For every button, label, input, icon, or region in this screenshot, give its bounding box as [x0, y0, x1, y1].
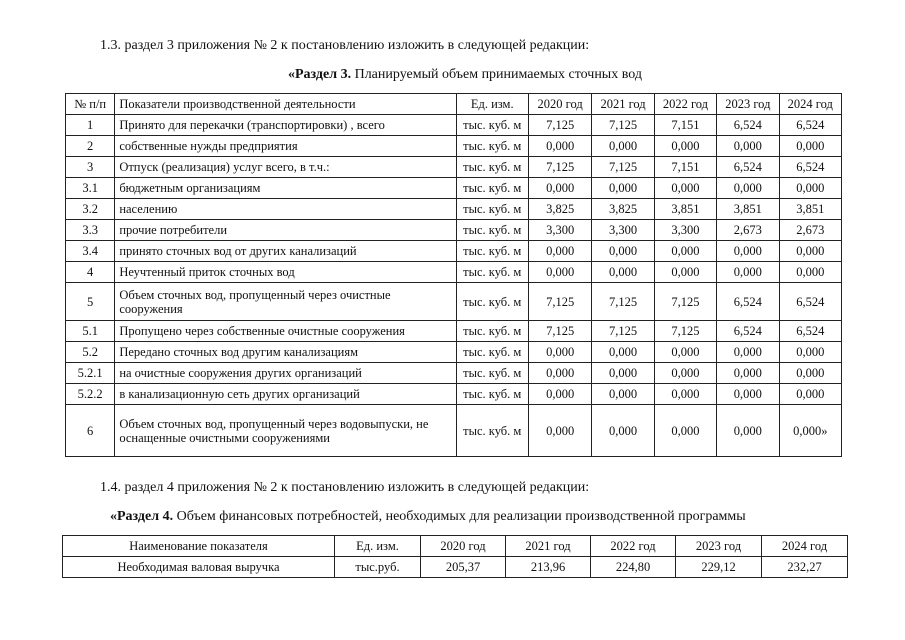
section-3-table-row: [66, 384, 842, 405]
unit: тыс. куб. м: [456, 384, 528, 405]
section-4-header-cell: 2022 год: [591, 536, 676, 557]
value-cell: 0,000: [528, 262, 591, 283]
row-number: 4: [66, 262, 115, 283]
section-3-table-row: [66, 262, 842, 283]
paragraph-1-3: 1.3. раздел 3 приложения № 2 к постановлению изложить в следующей редакции:: [100, 38, 590, 53]
unit: тыс. куб. м: [456, 363, 528, 384]
unit: тыс. куб. м: [456, 342, 528, 363]
indicator-name: населению: [115, 199, 456, 220]
value-cell: 7,125: [592, 157, 654, 178]
unit: тыс.руб.: [335, 557, 421, 578]
value-cell: 0,000: [528, 405, 591, 457]
unit: тыс. куб. м: [456, 157, 528, 178]
indicator-name: прочие потребители: [115, 220, 456, 241]
section-3-header-cell: Показатели производственной деятельности: [115, 94, 456, 115]
value-cell: 0,000: [654, 342, 716, 363]
value-cell: 3,851: [717, 199, 779, 220]
value-cell: 205,37: [421, 557, 506, 578]
section-3-table-row: [66, 157, 842, 178]
section-3-table-row: [66, 178, 842, 199]
value-cell: 0,000: [717, 405, 779, 457]
value-cell: 7,151: [654, 157, 716, 178]
section-4-header-cell: Ед. изм.: [335, 536, 421, 557]
value-cell: 0,000: [592, 241, 654, 262]
section-3-header-cell: 2024 год: [779, 94, 841, 115]
unit: тыс. куб. м: [456, 178, 528, 199]
indicator-name: Передано сточных вод другим канализациям: [115, 342, 456, 363]
section-4-title-text: Объем финансовых потребностей, необходимых для реализации производственной программы: [173, 509, 746, 524]
value-cell: 6,524: [717, 283, 779, 321]
value-cell: 0,000: [717, 241, 779, 262]
value-cell: 0,000»: [779, 405, 841, 457]
indicator-name: в канализационную сеть других организаций: [115, 384, 456, 405]
section-3-header-cell: № п/п: [66, 94, 115, 115]
value-cell: 7,125: [654, 283, 716, 321]
value-cell: 0,000: [528, 342, 591, 363]
value-cell: 0,000: [528, 178, 591, 199]
value-cell: 6,524: [779, 157, 841, 178]
value-cell: 0,000: [779, 241, 841, 262]
value-cell: 0,000: [717, 262, 779, 283]
indicator-name: Принято для перекачки (транспортировки) , всего: [115, 115, 456, 136]
unit: тыс. куб. м: [456, 283, 528, 321]
value-cell: 3,851: [654, 199, 716, 220]
value-cell: 6,524: [717, 321, 779, 342]
row-number: 3: [66, 157, 115, 178]
value-cell: 0,000: [528, 384, 591, 405]
section-3-table-row: [66, 136, 842, 157]
indicator-name: на очистные сооружения других организаций: [115, 363, 456, 384]
indicator-name: бюджетным организациям: [115, 178, 456, 199]
unit: тыс. куб. м: [456, 199, 528, 220]
value-cell: 0,000: [654, 405, 716, 457]
row-number: 5.2.1: [66, 363, 115, 384]
value-cell: 3,825: [592, 199, 654, 220]
value-cell: 0,000: [779, 262, 841, 283]
value-cell: 7,125: [654, 321, 716, 342]
section-4-header-cell: 2020 год: [421, 536, 506, 557]
section-3-header-row: [66, 94, 842, 115]
section-4-table-row: [63, 557, 848, 578]
value-cell: 0,000: [717, 178, 779, 199]
row-number: 6: [66, 405, 115, 457]
value-cell: 0,000: [592, 384, 654, 405]
section-3-table-row: [66, 115, 842, 136]
value-cell: 3,300: [654, 220, 716, 241]
value-cell: 0,000: [717, 342, 779, 363]
section-4-table: [62, 535, 848, 578]
value-cell: 3,300: [592, 220, 654, 241]
value-cell: 7,125: [528, 157, 591, 178]
section-3-header-cell: 2022 год: [654, 94, 716, 115]
section-4-title: [110, 509, 746, 525]
value-cell: 0,000: [592, 405, 654, 457]
indicator-name: Пропущено через собственные очистные сооружения: [115, 321, 456, 342]
indicator-name: Неучтенный приток сточных вод: [115, 262, 456, 283]
row-number: 5.2.2: [66, 384, 115, 405]
unit: тыс. куб. м: [456, 241, 528, 262]
section-3-title: [288, 67, 642, 83]
value-cell: 0,000: [528, 241, 591, 262]
value-cell: 0,000: [528, 136, 591, 157]
section-3-table: [65, 93, 842, 457]
value-cell: 0,000: [717, 363, 779, 384]
indicator-name: принято сточных вод от других канализаций: [115, 241, 456, 262]
indicator-name: Объем сточных вод, пропущенный через водовыпуски, не оснащенные очистными сооружениями: [115, 405, 456, 457]
value-cell: 229,12: [676, 557, 762, 578]
value-cell: 0,000: [592, 178, 654, 199]
value-cell: 7,125: [528, 115, 591, 136]
value-cell: 232,27: [762, 557, 848, 578]
value-cell: 0,000: [654, 262, 716, 283]
value-cell: 7,125: [528, 283, 591, 321]
value-cell: 2,673: [779, 220, 841, 241]
section-3-table-row: [66, 199, 842, 220]
indicator-name: Объем сточных вод, пропущенный через очистные сооружения: [115, 283, 456, 321]
row-number: 3.2: [66, 199, 115, 220]
value-cell: 224,80: [591, 557, 676, 578]
value-cell: 0,000: [779, 342, 841, 363]
value-cell: 0,000: [779, 178, 841, 199]
row-number: 3.1: [66, 178, 115, 199]
section-4-header-cell: 2021 год: [506, 536, 591, 557]
section-4-header-cell: 2024 год: [762, 536, 848, 557]
value-cell: 7,125: [592, 321, 654, 342]
value-cell: 7,125: [528, 321, 591, 342]
section-3-header-cell: Ед. изм.: [456, 94, 528, 115]
value-cell: 0,000: [654, 363, 716, 384]
value-cell: 6,524: [717, 157, 779, 178]
value-cell: 6,524: [717, 115, 779, 136]
section-3-table-row: [66, 220, 842, 241]
section-3-title-bold: «Раздел 3.: [288, 67, 352, 82]
row-number: 5.2: [66, 342, 115, 363]
section-3-table-row: [66, 342, 842, 363]
section-3-header-cell: 2023 год: [717, 94, 779, 115]
section-4-header-cell: 2023 год: [676, 536, 762, 557]
row-number: 3.4: [66, 241, 115, 262]
value-cell: 2,673: [717, 220, 779, 241]
indicator-name: собственные нужды предприятия: [115, 136, 456, 157]
row-number: 5: [66, 283, 115, 321]
value-cell: 0,000: [717, 136, 779, 157]
unit: тыс. куб. м: [456, 115, 528, 136]
value-cell: 7,125: [592, 283, 654, 321]
value-cell: 0,000: [654, 136, 716, 157]
value-cell: 0,000: [779, 384, 841, 405]
value-cell: 6,524: [779, 283, 841, 321]
value-cell: 213,96: [506, 557, 591, 578]
section-4-title-bold: «Раздел 4.: [110, 509, 174, 524]
value-cell: 3,300: [528, 220, 591, 241]
paragraph-1-4: 1.4. раздел 4 приложения № 2 к постановлению изложить в следующей редакции:: [100, 480, 590, 495]
row-number: 3.3: [66, 220, 115, 241]
value-cell: 0,000: [654, 178, 716, 199]
section-3-table-row: [66, 283, 842, 321]
section-3-header-cell: 2021 год: [592, 94, 654, 115]
value-cell: 6,524: [779, 115, 841, 136]
value-cell: 7,125: [592, 115, 654, 136]
indicator-name: Отпуск (реализация) услуг всего, в т.ч.:: [115, 157, 456, 178]
section-4-header-cell: Наименование показателя: [63, 536, 335, 557]
value-cell: 0,000: [654, 384, 716, 405]
section-3-table-row: [66, 363, 842, 384]
value-cell: 0,000: [592, 363, 654, 384]
unit: тыс. куб. м: [456, 136, 528, 157]
section-3-table-row: [66, 241, 842, 262]
value-cell: 0,000: [717, 384, 779, 405]
value-cell: 6,524: [779, 321, 841, 342]
value-cell: 7,151: [654, 115, 716, 136]
unit: тыс. куб. м: [456, 405, 528, 457]
section-3-table-row: [66, 405, 842, 457]
value-cell: 0,000: [779, 136, 841, 157]
value-cell: 0,000: [654, 241, 716, 262]
row-number: 2: [66, 136, 115, 157]
value-cell: 0,000: [592, 262, 654, 283]
value-cell: 0,000: [592, 136, 654, 157]
value-cell: 3,825: [528, 199, 591, 220]
row-number: 5.1: [66, 321, 115, 342]
unit: тыс. куб. м: [456, 321, 528, 342]
unit: тыс. куб. м: [456, 262, 528, 283]
value-cell: 3,851: [779, 199, 841, 220]
indicator-name: Необходимая валовая выручка: [63, 557, 335, 578]
section-3-title-text: Планируемый объем принимаемых сточных вод: [351, 67, 642, 82]
row-number: 1: [66, 115, 115, 136]
section-4-header-row: [63, 536, 848, 557]
value-cell: 0,000: [779, 363, 841, 384]
value-cell: 0,000: [592, 342, 654, 363]
unit: тыс. куб. м: [456, 220, 528, 241]
section-3-table-row: [66, 321, 842, 342]
value-cell: 0,000: [528, 363, 591, 384]
section-3-header-cell: 2020 год: [528, 94, 591, 115]
